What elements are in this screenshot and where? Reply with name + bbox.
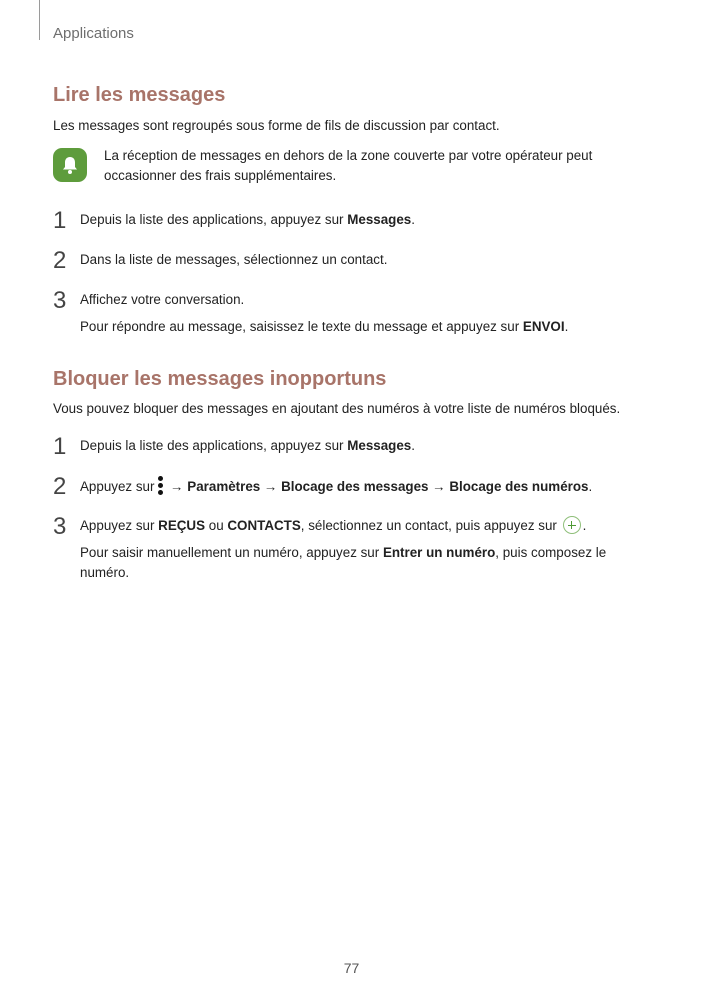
step-subtext: Pour répondre au message, saisissez le texte du message et appuyez sur ENVOI. <box>80 319 569 334</box>
step-text: Appuyez sur → Paramètres → Blocage des messages → Blocage des numéros. <box>80 476 650 497</box>
step-text: Appuyez sur REÇUS ou CONTACTS, sélectionnez un contact, puis appuyez sur . Pour saisir manuellement un numéro, appuyez sur Entrer un numéro, puis composez le numéro. <box>80 516 650 583</box>
step-number: 1 <box>53 207 67 234</box>
bell-icon <box>53 148 87 182</box>
step-text: Dans la liste de messages, sélectionnez un contact. <box>80 252 388 267</box>
step-subtext: Pour saisir manuellement un numéro, appuyez sur Entrer un numéro, puis composez le numéro. <box>80 545 607 580</box>
add-icon <box>563 516 581 534</box>
step-text: Depuis la liste des applications, appuyez sur Messages. <box>80 438 415 453</box>
note-text: La réception de messages en dehors de la zone couverte par votre opérateur peut occasionner des frais supplémentaires. <box>104 148 593 183</box>
section2-intro: Vous pouvez bloquer des messages en ajoutant des numéros à votre liste de numéros bloqués. <box>53 401 621 416</box>
step-number: 3 <box>53 287 67 314</box>
step-number: 3 <box>53 513 67 540</box>
step-text: Affichez votre conversation. Pour répondre au message, saisissez le texte du message et appuyez sur ENVOI. <box>80 290 650 337</box>
section-header: Applications <box>53 25 134 42</box>
page-number: 77 <box>343 960 360 976</box>
section1-intro: Les messages sont regroupés sous forme de fils de discussion par contact. <box>53 118 500 133</box>
section-title-block-messages: Bloquer les messages inopportuns <box>53 368 387 390</box>
more-options-icon <box>157 476 163 496</box>
step-text: Depuis la liste des applications, appuyez sur Messages. <box>80 212 415 227</box>
step-number: 2 <box>53 473 67 500</box>
step-number: 1 <box>53 433 67 460</box>
header-divider <box>39 0 40 40</box>
step-number: 2 <box>53 247 67 274</box>
section-title-read-messages: Lire les messages <box>53 84 226 106</box>
